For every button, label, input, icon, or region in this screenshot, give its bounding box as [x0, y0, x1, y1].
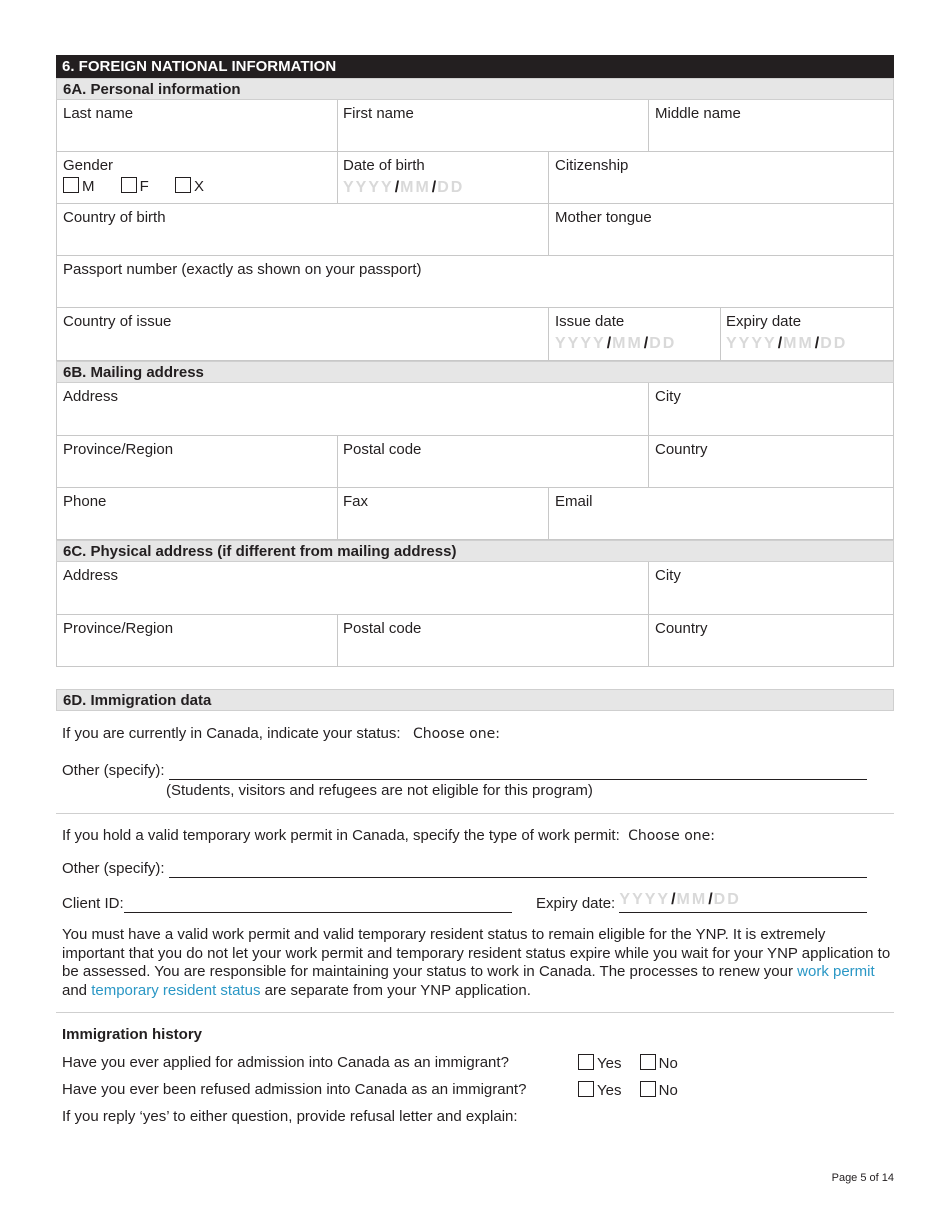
date-placeholder: YYYY/MM/DD	[343, 179, 465, 196]
country-label: Country	[655, 620, 708, 637]
eligibility-note: (Students, visitors and refugees are not eligible for this program)	[166, 782, 593, 799]
mailing-country-field[interactable]	[648, 436, 894, 488]
physical-country-field[interactable]	[648, 615, 894, 667]
checkbox-icon[interactable]	[640, 1081, 656, 1097]
mailing-postal-code-field[interactable]	[337, 436, 649, 488]
physical-city-field[interactable]	[648, 562, 894, 615]
other-permit-input[interactable]	[169, 862, 867, 878]
gender-label: Gender	[63, 157, 114, 174]
physical-address-field[interactable]	[56, 562, 649, 615]
first-name-label: First name	[343, 105, 414, 122]
status-question: If you are currently in Canada, indicate your status: Choose one:	[62, 725, 500, 742]
applied-options	[578, 1054, 692, 1072]
gender-option-m[interactable]: M	[63, 177, 95, 195]
last-name-field[interactable]	[56, 100, 338, 152]
issue-date-label: Issue date	[555, 313, 625, 330]
checkbox-icon[interactable]	[175, 177, 191, 193]
date-placeholder: YYYY/MM/DD	[726, 335, 848, 352]
date-of-birth-label: Date of birth	[343, 157, 425, 174]
country-of-birth-label: Country of birth	[63, 209, 166, 226]
email-field[interactable]	[548, 488, 894, 540]
client-id-row	[62, 895, 512, 913]
subsection-6b-heading: 6B. Mailing address	[56, 361, 894, 383]
physical-postal-code-field[interactable]	[337, 615, 649, 667]
work-permit-link[interactable]: work permit	[797, 963, 875, 980]
middle-name-label: Middle name	[655, 105, 741, 122]
mailing-city-field[interactable]	[648, 383, 894, 436]
date-placeholder: YYYY/MM/DD	[619, 891, 741, 908]
applied-no[interactable]: No	[640, 1054, 678, 1072]
country-of-issue-label: Country of issue	[63, 313, 172, 330]
status-warning-paragraph: You must have a valid work permit and valid temporary resident status to remain eligible for the YNP. It is extremely important that you do not let your work permit and temporary resident status expire while you wait for your YNP application to be assessed. You are responsible for maintaining your status to work in Canada. The processes to renew your work permit and temporary resident status are separate from your YNP application.	[62, 926, 891, 999]
email-label: Email	[555, 493, 593, 510]
province-label: Province/Region	[63, 620, 174, 637]
other-permit-label: Other (specify):	[62, 860, 165, 877]
divider	[56, 1012, 894, 1013]
date-of-birth-field[interactable]	[337, 152, 549, 204]
province-label: Province/Region	[63, 441, 174, 458]
address-label: Address	[63, 567, 119, 584]
applied-question: Have you ever applied for admission into Canada as an immigrant?	[62, 1054, 509, 1071]
refused-no[interactable]: No	[640, 1081, 678, 1099]
checkbox-icon[interactable]	[578, 1054, 594, 1070]
city-label: City	[655, 567, 681, 584]
checkbox-icon[interactable]	[121, 177, 137, 193]
mailing-province-field[interactable]	[56, 436, 338, 488]
temporary-resident-status-link[interactable]: temporary resident status	[91, 981, 261, 999]
section-title: 6. FOREIGN NATIONAL INFORMATION	[56, 55, 894, 78]
country-label: Country	[655, 441, 708, 458]
physical-province-field[interactable]	[56, 615, 338, 667]
client-id-input[interactable]	[124, 897, 512, 913]
permit-expiry-label: Expiry date:	[536, 895, 616, 912]
subsection-6d-heading: 6D. Immigration data	[56, 689, 894, 711]
gender-option-f[interactable]: F	[121, 177, 149, 195]
citizenship-field[interactable]	[548, 152, 894, 204]
checkbox-icon[interactable]	[63, 177, 79, 193]
mother-tongue-field[interactable]	[548, 204, 894, 256]
fax-label: Fax	[343, 493, 369, 510]
fax-field[interactable]	[337, 488, 549, 540]
other-permit-row	[62, 860, 867, 878]
immigration-history-heading: Immigration history	[62, 1026, 203, 1043]
address-label: Address	[63, 388, 119, 405]
phone-field[interactable]	[56, 488, 338, 540]
mother-tongue-label: Mother tongue	[555, 209, 652, 226]
work-permit-select[interactable]: Choose one:	[628, 828, 715, 844]
mailing-address-field[interactable]	[56, 383, 649, 436]
refused-question: Have you ever been refused admission into Canada as an immigrant?	[62, 1081, 527, 1098]
postal-code-label: Postal code	[343, 441, 422, 458]
gender-option-x[interactable]: X	[175, 177, 204, 195]
expiry-date-label: Expiry date	[726, 313, 802, 330]
client-id-label: Client ID:	[62, 895, 124, 912]
passport-number-label: Passport number (exactly as shown on your passport)	[63, 261, 422, 278]
other-status-label: Other (specify):	[62, 762, 165, 779]
subsection-6c-heading: 6C. Physical address (if different from mailing address)	[56, 540, 894, 562]
checkbox-icon[interactable]	[578, 1081, 594, 1097]
permit-expiry-row	[536, 891, 867, 913]
last-name-label: Last name	[63, 105, 134, 122]
country-of-issue-field[interactable]	[56, 308, 549, 361]
refused-yes[interactable]: Yes	[578, 1081, 621, 1099]
applied-yes[interactable]: Yes	[578, 1054, 621, 1072]
passport-number-field[interactable]	[56, 256, 894, 308]
middle-name-field[interactable]	[648, 100, 894, 152]
checkbox-icon[interactable]	[640, 1054, 656, 1070]
city-label: City	[655, 388, 681, 405]
other-status-input[interactable]	[169, 764, 867, 780]
expiry-date-field[interactable]	[720, 308, 894, 361]
status-select[interactable]: Choose one:	[413, 726, 500, 742]
country-of-birth-field[interactable]	[56, 204, 549, 256]
divider	[56, 813, 894, 814]
phone-label: Phone	[63, 493, 107, 510]
citizenship-label: Citizenship	[555, 157, 629, 174]
date-placeholder: YYYY/MM/DD	[555, 335, 677, 352]
issue-date-field[interactable]	[548, 308, 721, 361]
refusal-explain-instruction: If you reply ‘yes’ to either question, provide refusal letter and explain:	[62, 1108, 518, 1125]
postal-code-label: Postal code	[343, 620, 422, 637]
subsection-6a-heading: 6A. Personal information	[56, 78, 894, 100]
gender-field	[56, 152, 338, 204]
permit-expiry-input[interactable]	[619, 891, 867, 913]
refused-options	[578, 1081, 692, 1099]
other-status-row	[62, 762, 867, 780]
work-permit-question: If you hold a valid temporary work permit in Canada, specify the type of work permit: Choose one:	[62, 827, 715, 844]
first-name-field[interactable]	[337, 100, 649, 152]
page-number: Page 5 of 14	[831, 1172, 894, 1184]
